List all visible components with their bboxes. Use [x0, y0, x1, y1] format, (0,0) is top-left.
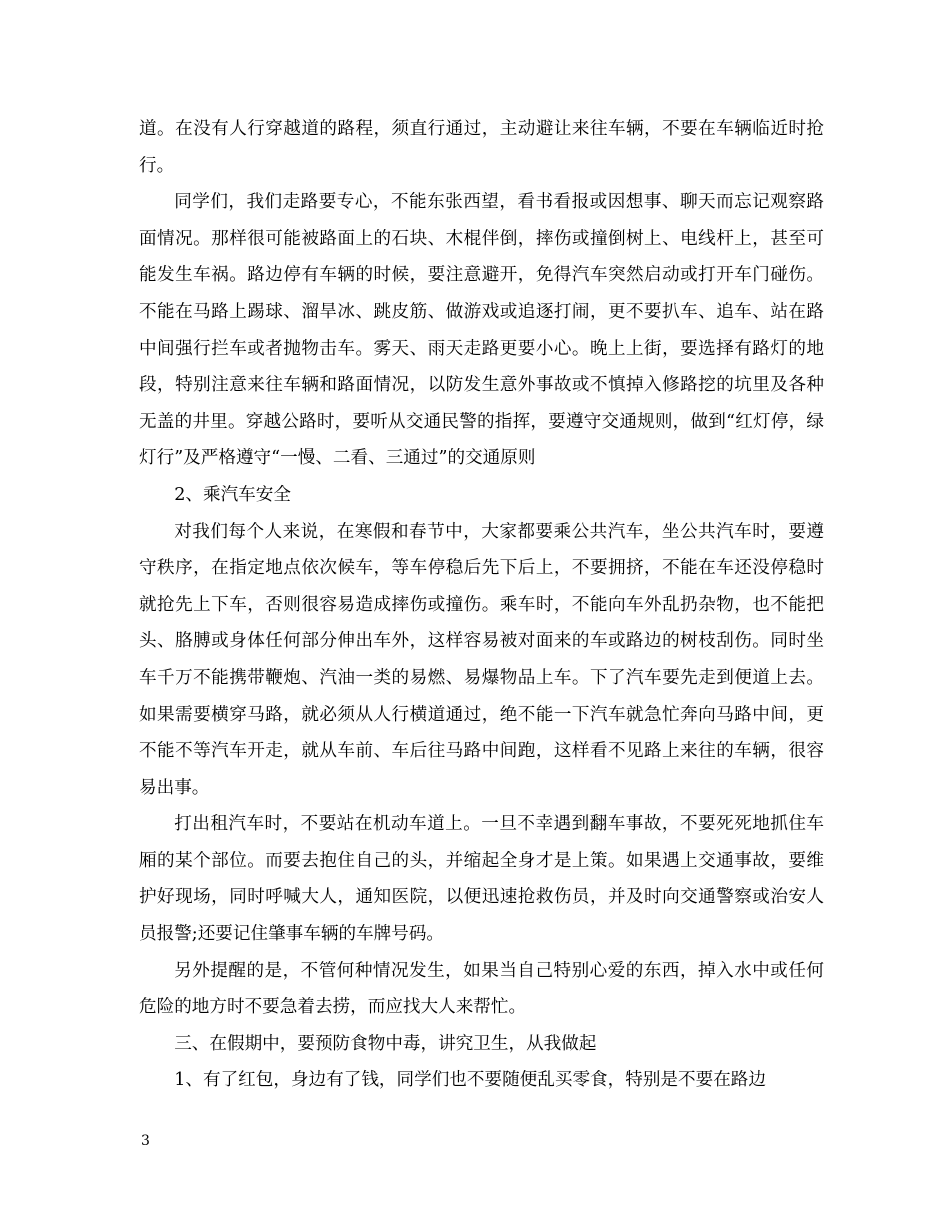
section-heading: 2、乘汽车安全 — [174, 484, 291, 505]
document-body — [139, 111, 824, 1099]
paragraph: 另外提醒的是，不管何种情况发生，如果当自己特别心爱的东西，掉入水中或任何危险的地方时不要急着去捞，而应找大人来帮忙。 — [139, 960, 824, 1018]
paragraph: 道。在没有人行穿越道的路程，须直行通过，主动避让来往车辆，不要在车辆临近时抢行。 — [139, 119, 824, 176]
section-heading: 三、在假期中，要预防食物中毒，讲究卫生，从我做起 — [174, 1033, 597, 1054]
paragraph: 对我们每个人来说，在寒假和春节中，大家都要乘公共汽车，坐公共汽车时，要遵守秩序，在指定地点依次候车，等车停稳后先下后上，不要拥挤，不能在车还没停稳时就抢先上下车，否则很容易造成摔伤或撞伤。乘车时，不能向车外乱扔杂物，也不能把头、胳膊或身体任何部分伸出车外，这样容易被对面来的车或路边的树枝刮伤。同时坐车千万不能携带鞭炮、汽油一类的易燃、易爆物品上车。下了汽车要先走到便道上去。如果需要横穿马路，就必须从人行横道通过，绝不能一下汽车就急忙奔向马路中间，更不能不等汽车开走，就从车前、车后往马路中间跑，这样看不见路上来往的车辆，很容易出事。 — [139, 521, 824, 798]
paragraph: 同学们，我们走路要专心，不能东张西望，看书看报或因想事、聊天而忘记观察路面情况。那样很可能被路面上的石块、木棍伴倒，摔伤或撞倒树上、电线杆上，甚至可能发生车祸。路边停有车辆的时候，要注意避开，免得汽车突然启动或打开车门碰伤。不能在马路上踢球、溜旱冰、跳皮筋、做游戏或追逐打闹，更不要扒车、追车、站在路中间强行拦车或者抛物击车。雾天、雨天走路更要小心。晚上上街，要选择有路灯的地段，特别注意来往车辆和路面情况，以防发生意外事故或不慎掉入修路挖的坑里及各种无盖的井里。穿越公路时，要听从交通民警的指挥，要遵守交通规则，做到“红灯停，绿灯行”及严格遵守“一慢、二看、三通过”的交通原则 — [139, 192, 824, 469]
paragraph: 1、有了红包，身边有了钱，同学们也不要随便乱买零食，特别是不要在路边 — [174, 1070, 766, 1091]
page-number: 3 — [141, 1133, 150, 1149]
paragraph: 打出租汽车时，不要站在机动车道上。一旦不幸遇到翻车事故，不要死死地抓住车厢的某个部位。而要去抱住自己的头，并缩起全身才是上策。如果遇上交通事故，要维护好现场，同时呼喊大人，通知医院，以便迅速抢救伤员，并及时向交通警察或治安人员报警;还要记住肇事车辆的车牌号码。 — [139, 814, 824, 945]
